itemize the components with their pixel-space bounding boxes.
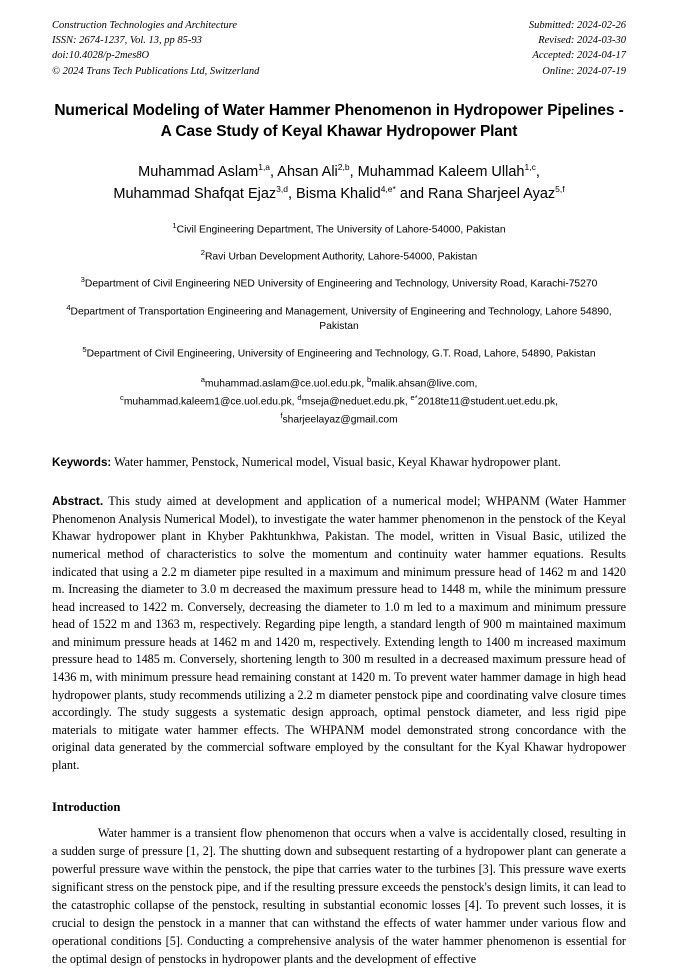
email-address[interactable]: muhammad.aslam@ce.uol.edu.pk, [204,378,368,390]
masthead [52,18,626,79]
affiliation-item [52,274,626,292]
affiliation-marker: 3 [80,275,85,285]
accepted-date: Accepted: 2024-04-17 [532,50,626,62]
email-marker: d [297,393,302,403]
affiliation-marker: 5 [82,344,87,354]
author-name-4: Muhammad Shafqat Ejaz [113,186,277,203]
author-sup-2: 2,b [337,161,350,172]
author-sup-1: 1,a [258,161,271,172]
affiliation-text: Department of Transportation Engineering and Management, University of Engineering and Technology, Lahore 54890, Pakistan [70,306,612,333]
email-marker: b [367,375,372,385]
paper-title: Numerical Modeling of Water Hammer Phenomenon in Hydropower Pipelines - A Case Study of Keyal Khawar Hydropower Plant [54,101,624,140]
masthead-right [529,18,626,79]
author-list [52,161,626,206]
author-sup-5: 4,e* [380,184,396,195]
author-name-2: , Ahsan Ali [270,163,338,180]
introduction-paragraph: Water hammer is a transient flow phenomenon that occurs when a valve is accidentally closed, resulting in a sudden surge of pressure [1, 2]. The shutting down and subsequent restarting of a hydropower plant can generate a powerful pressure wave within the penstock, the pipe that carries water to the turbines [3]. This pressure wave exerts significant stress on the penstock pipe, and if the resulting pressure exceeds the penstock's design limits, it can lead to the catastrophic collapse of the penstock, resulting in substantial economic losses [4]. To prevent such losses, it is crucial to design the penstock in a manner that can withstand the effects of water hammer under various flow and operational conditions [5]. Conducting a comprehensive analysis of the water hammer phenomenon is essential for the optimal design of penstocks in hydropower plants and the development of effective [52,826,626,966]
affiliation-text: Department of Civil Engineering, University of Engineering and Technology, G.T. Road, Lahore, 54890, Pakistan [86,348,596,360]
email-marker: f [280,411,283,421]
author-line1-comma: , [535,163,540,180]
issn-line: ISSN: 2674-1237, Vol. 13, pp 85-93 [52,35,202,47]
copyright-line: © 2024 Trans Tech Publications Ltd, Switzerland [52,65,260,77]
author-name-6: and Rana Sharjeel Ayaz [395,186,556,203]
abstract-text: This study aimed at development and application of a numerical model; WHPANM (Water Hammer Phenomenon Analysis Numerical Model), to investigate the water hammer phenomenon in the penstock of the Keyal Khawar hydropower plant in Khyber Pakhtunkhwa, Pakistan. The model, written in Visual Basic, utilized the numerical method of characteristics to solve the momentum and continuity water hammer equations. Results indicated that using a 2.2 m diameter pipe resulted in a maximum and minimum pressure head of 1462 m and 1420 m. Increasing the diameter to 3.0 m decreased the maximum pressure head to 1448 m, while the minimum pressure head increased to 1422 m. Conversely, decreasing the diameter to 1.0 m led to a maximum and minimum pressure head of 1522 m and 1363 m, respectively. Regarding pipe length, a standard length of 900 m maintained maximum and minimum pressure heads at 1462 m and 1420 m, respectively. Extending length to 1400 m increased maximum pressure head to 1485 m. Conversely, shortening length to 300 m resulted in a decreased maximum pressure head of 1436 m, with minimum pressure head remaining constant at 1420 m. To prevent water hammer damage in high head hydropower plants, study recommends utilizing a 2.2 m diameter penstock pipe and coordinating valve closure times accordingly. The study suggests a systematic design approach, optimal penstock diameter, and less rigid pipe materials to mitigate water hammer effects. The WHPANM model demonstrated strong concordance with the original data generated by the commercial software employed by the consultant for the Kyal Khawar hydropower plant. [52,494,626,772]
masthead-left [52,18,259,79]
email-line-1 [52,374,626,392]
doi-line: doi:10.4028/p-2mes8O [52,50,150,62]
email-address[interactable]: sharjeelayaz@gmail.com [282,414,398,426]
introduction-heading: Introduction [52,800,121,815]
affiliation-list [52,220,626,363]
email-marker: e* [410,393,418,403]
email-line-2 [52,392,626,410]
author-name-3: , Muhammad Kaleem Ullah [349,163,525,180]
submitted-date: Submitted: 2024-02-26 [528,20,626,31]
author-sup-4: 3,d [276,184,288,195]
affiliation-text: Department of Civil Engineering NED University of Engineering and Technology, University Road, Karachi-75270 [84,278,598,290]
keywords-text: Water hammer, Penstock, Numerical model, Visual basic, Keyal Khawar hydropower plant. [111,454,561,469]
affiliation-item [52,220,626,238]
affiliation-marker: 2 [200,248,205,257]
email-line-3 [52,410,626,428]
abstract-label: Abstract. [52,494,104,509]
author-line-2 [52,183,626,205]
revised-date: Revised: 2024-03-30 [538,35,626,47]
keywords-label: Keywords: [52,455,112,469]
email-address[interactable]: mseja@neduet.edu.pk, [301,396,411,408]
abstract-block [52,493,626,774]
affiliation-marker: 1 [172,220,177,230]
affiliation-item [52,302,626,335]
email-address[interactable]: 2018te11@student.uet.edu.pk, [417,396,558,408]
author-name-5: , Bisma Khalid [288,186,381,203]
author-emails [52,374,626,428]
author-sup-6: 5,f [555,184,565,195]
author-line-1 [52,161,626,183]
email-marker: c [120,393,124,403]
affiliation-text: Civil Engineering Department, The University of Lahore-54000, Pakistan [176,224,506,236]
author-sup-3: 1,c [524,161,536,172]
online-date: Online: 2024-07-19 [542,65,626,77]
affiliation-item [52,344,626,362]
journal-name: Construction Technologies and Architecture [52,20,238,31]
email-marker: a [200,375,205,385]
keywords-block [52,454,626,471]
affiliation-item [52,247,626,265]
email-address[interactable]: muhammad.kaleem1@ce.uol.edu.pk, [123,396,298,408]
author-name-1: Muhammad Aslam [138,163,259,180]
affiliation-marker: 4 [66,302,71,312]
affiliation-text: Ravi Urban Development Authority, Lahore-54000, Pakistan [204,251,478,263]
email-address[interactable]: malik.ahsan@live.com, [371,378,478,390]
